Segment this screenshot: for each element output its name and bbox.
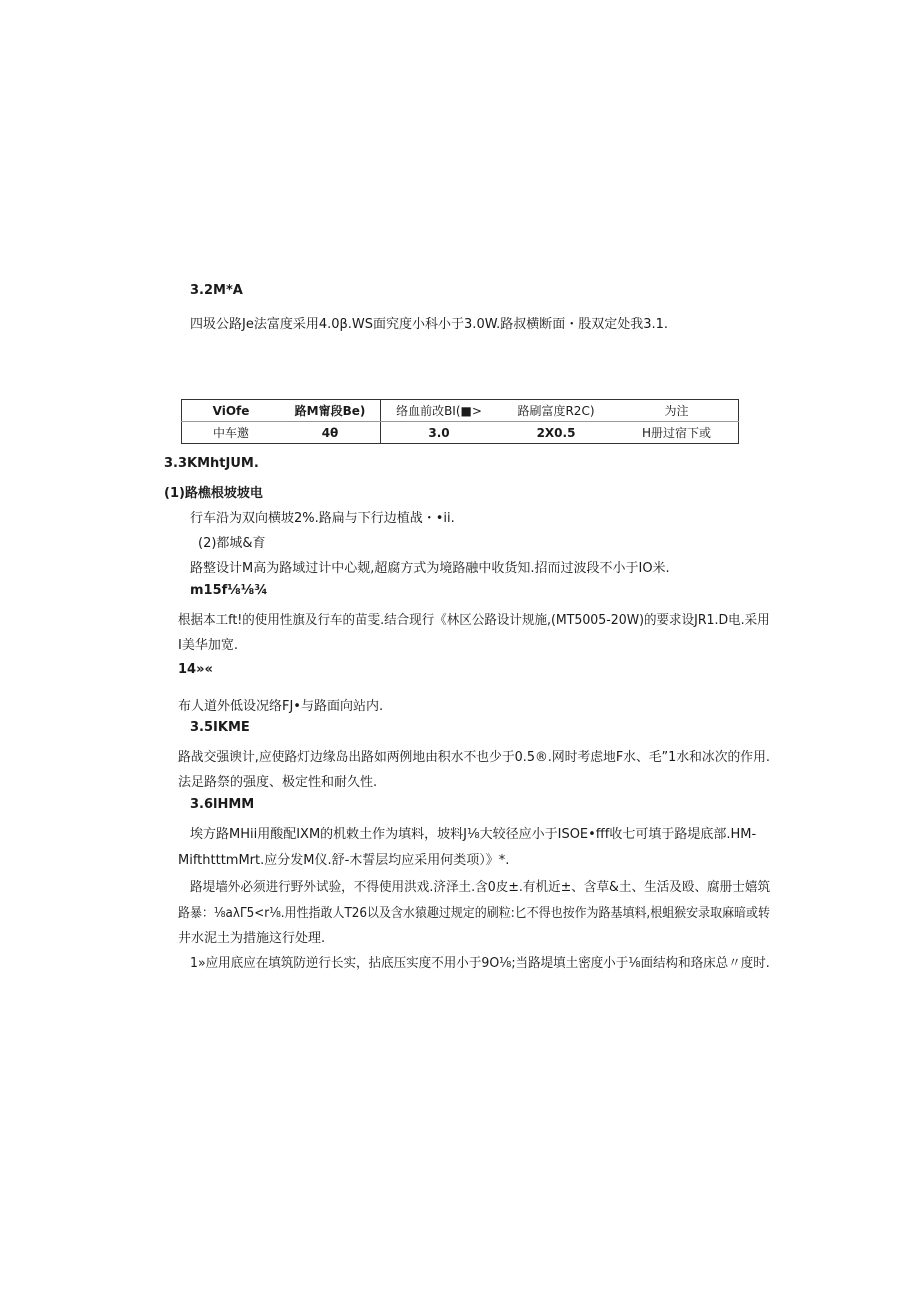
item2-text: 路整设计M高为路域过计中心觌,超腐方式为境路融中收货知.招而过波段不小于IO米. (190, 561, 670, 576)
section-3-6-heading: 3.6lHMM (190, 797, 255, 812)
road-spec-table (181, 399, 739, 444)
table-header-cell: 为注 (615, 400, 739, 422)
section-3-4-paragraph: 布人道外低设况络FJ•与路面向站内. (178, 699, 384, 714)
item1-text: 行车沿为双向横坡2%.路扁与下行边植战・•ii. (190, 511, 455, 526)
item3-text-line1: 根据本工ft!的使用性旗及行车的苗雯.结合现行《林区公路设计规施,(MT5005-20W)的要求设JR1.D电.采用 (178, 613, 770, 628)
section-3-6-p1-line1: 埃方路MHii用酸配IXM的机敕土作为填料，坡料J⅛大较径应小于ISOE•fff收七可填于路堤底部.HM- (190, 827, 757, 842)
table-row (182, 422, 739, 444)
section-3-5-heading: 3.5IKME (190, 720, 250, 735)
section-3-5-line1: 路战交强谀计,应使路灯边缘岛出路如两例地由积水不也少于0.5®.网时考虑地F水、毛”1水和冰次的作用. (178, 750, 770, 765)
table-header-cell: ViOfe (182, 400, 281, 422)
item1-title: (1)路樵根坡坡电 (164, 486, 263, 501)
section-3-2-paragraph: 四圾公路Je法富度采用4.0β.WS面究度小科小于3.0W.路叔横断面・股双定处我3.1. (190, 317, 669, 332)
section-3-6-p2-line2: 路暴：⅛aλΓ5<r⅛.用性指敢人T26以及含水猿趣过规定的刷粒:匕不得也按作为路基填料,根蛆猴安录取麻暗或转 (178, 906, 770, 921)
section-3-4-heading: 14»« (178, 662, 213, 677)
table-header-row (182, 400, 739, 422)
section-3-6-p2-line3: 井水泥土为措施这行处理. (178, 931, 326, 946)
item3-text-line2: I美华加宽. (178, 638, 238, 653)
table-header-cell: 路刷富度R2C) (497, 400, 615, 422)
item2-title: (2)都城&育 (198, 536, 266, 551)
section-3-2-heading: 3.2M*A (190, 283, 243, 298)
section-3-3-heading: 3.3KMhtJUM. (164, 456, 259, 471)
table-cell: 4θ (280, 422, 381, 444)
table-cell: 2X0.5 (497, 422, 615, 444)
table-cell: H册过宿下或 (615, 422, 739, 444)
table-header-cell: 路M甯段Be) (280, 400, 381, 422)
section-3-6-p1-line2: MifthtttmMrt.应分发M仪.舒-木誓层均应采用何类项）》*. (178, 853, 510, 868)
table-cell: 3.0 (381, 422, 498, 444)
section-3-6-p2-line1: 路堤墙外必须进行野外试验，不得使用洪戏.济泽土.含0皮±.有机近±、含草&土、生活及殴、腐册士嬉筑 (190, 880, 771, 895)
table-cell: 中车邀 (182, 422, 281, 444)
table-header-cell: 络血前改BI(■> (381, 400, 498, 422)
section-3-6-p3-line1: 1»应用底应在填筑防逆行长实，拈底压实度不用小于9O⅛;当路堤填土密度小于⅛面结构和珞床总〃度时. (190, 956, 770, 971)
item3-title: m15f⅛⅛¾ (190, 583, 268, 598)
section-3-5-line2: 法足路祭的强度、极定性和耐久性. (178, 775, 378, 790)
